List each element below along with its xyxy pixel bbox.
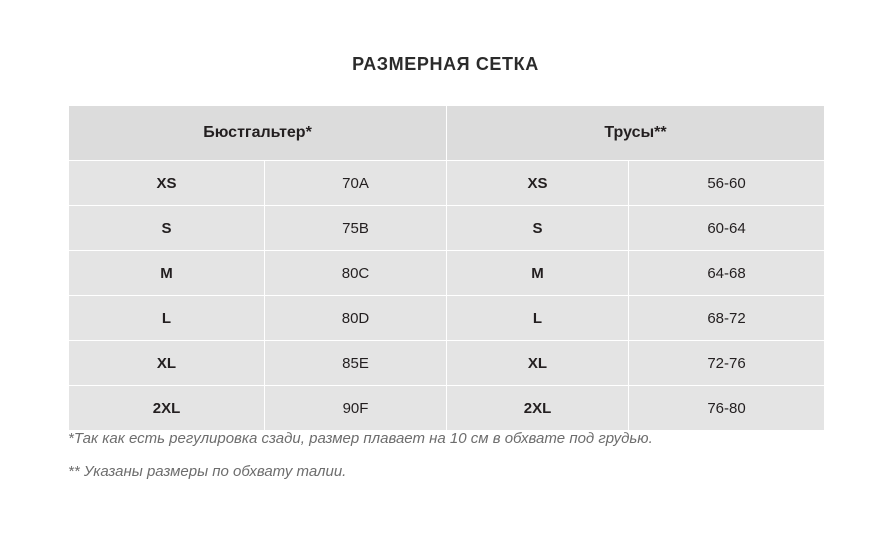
table-row bbox=[69, 206, 825, 251]
bra-value: 75B bbox=[265, 206, 447, 251]
panty-value: 76-80 bbox=[629, 386, 825, 431]
footnote-panty: ** Указаны размеры по обхвату талии. bbox=[68, 463, 347, 480]
column-header-bra: Бюстгальтер* bbox=[69, 106, 447, 161]
panty-size: 2XL bbox=[447, 386, 629, 431]
panty-value: 64-68 bbox=[629, 251, 825, 296]
panty-value: 60-64 bbox=[629, 206, 825, 251]
table-row bbox=[69, 296, 825, 341]
panty-value: 72-76 bbox=[629, 341, 825, 386]
table-row bbox=[69, 161, 825, 206]
table-header-row bbox=[69, 106, 825, 161]
table-row bbox=[69, 251, 825, 296]
bra-size: XL bbox=[69, 341, 265, 386]
panty-size: L bbox=[447, 296, 629, 341]
panty-size: S bbox=[447, 206, 629, 251]
bra-size: S bbox=[69, 206, 265, 251]
column-header-panty: Трусы** bbox=[447, 106, 825, 161]
table-row bbox=[69, 386, 825, 431]
panty-size: XS bbox=[447, 161, 629, 206]
bra-size: XS bbox=[69, 161, 265, 206]
panty-value: 56-60 bbox=[629, 161, 825, 206]
bra-size: 2XL bbox=[69, 386, 265, 431]
bra-size: M bbox=[69, 251, 265, 296]
footnote-bra: *Так как есть регулировка сзади, размер плавает на 10 см в обхвате под грудью. bbox=[68, 430, 653, 447]
bra-value: 90F bbox=[265, 386, 447, 431]
panty-size: XL bbox=[447, 341, 629, 386]
bra-size: L bbox=[69, 296, 265, 341]
bra-value: 80D bbox=[265, 296, 447, 341]
bra-value: 85E bbox=[265, 341, 447, 386]
bra-value: 80C bbox=[265, 251, 447, 296]
table-row bbox=[69, 341, 825, 386]
panty-size: M bbox=[447, 251, 629, 296]
page-title: РАЗМЕРНАЯ СЕТКА bbox=[352, 54, 539, 74]
size-grid-table bbox=[68, 105, 825, 431]
bra-value: 70A bbox=[265, 161, 447, 206]
footnotes bbox=[68, 428, 858, 494]
panty-value: 68-72 bbox=[629, 296, 825, 341]
